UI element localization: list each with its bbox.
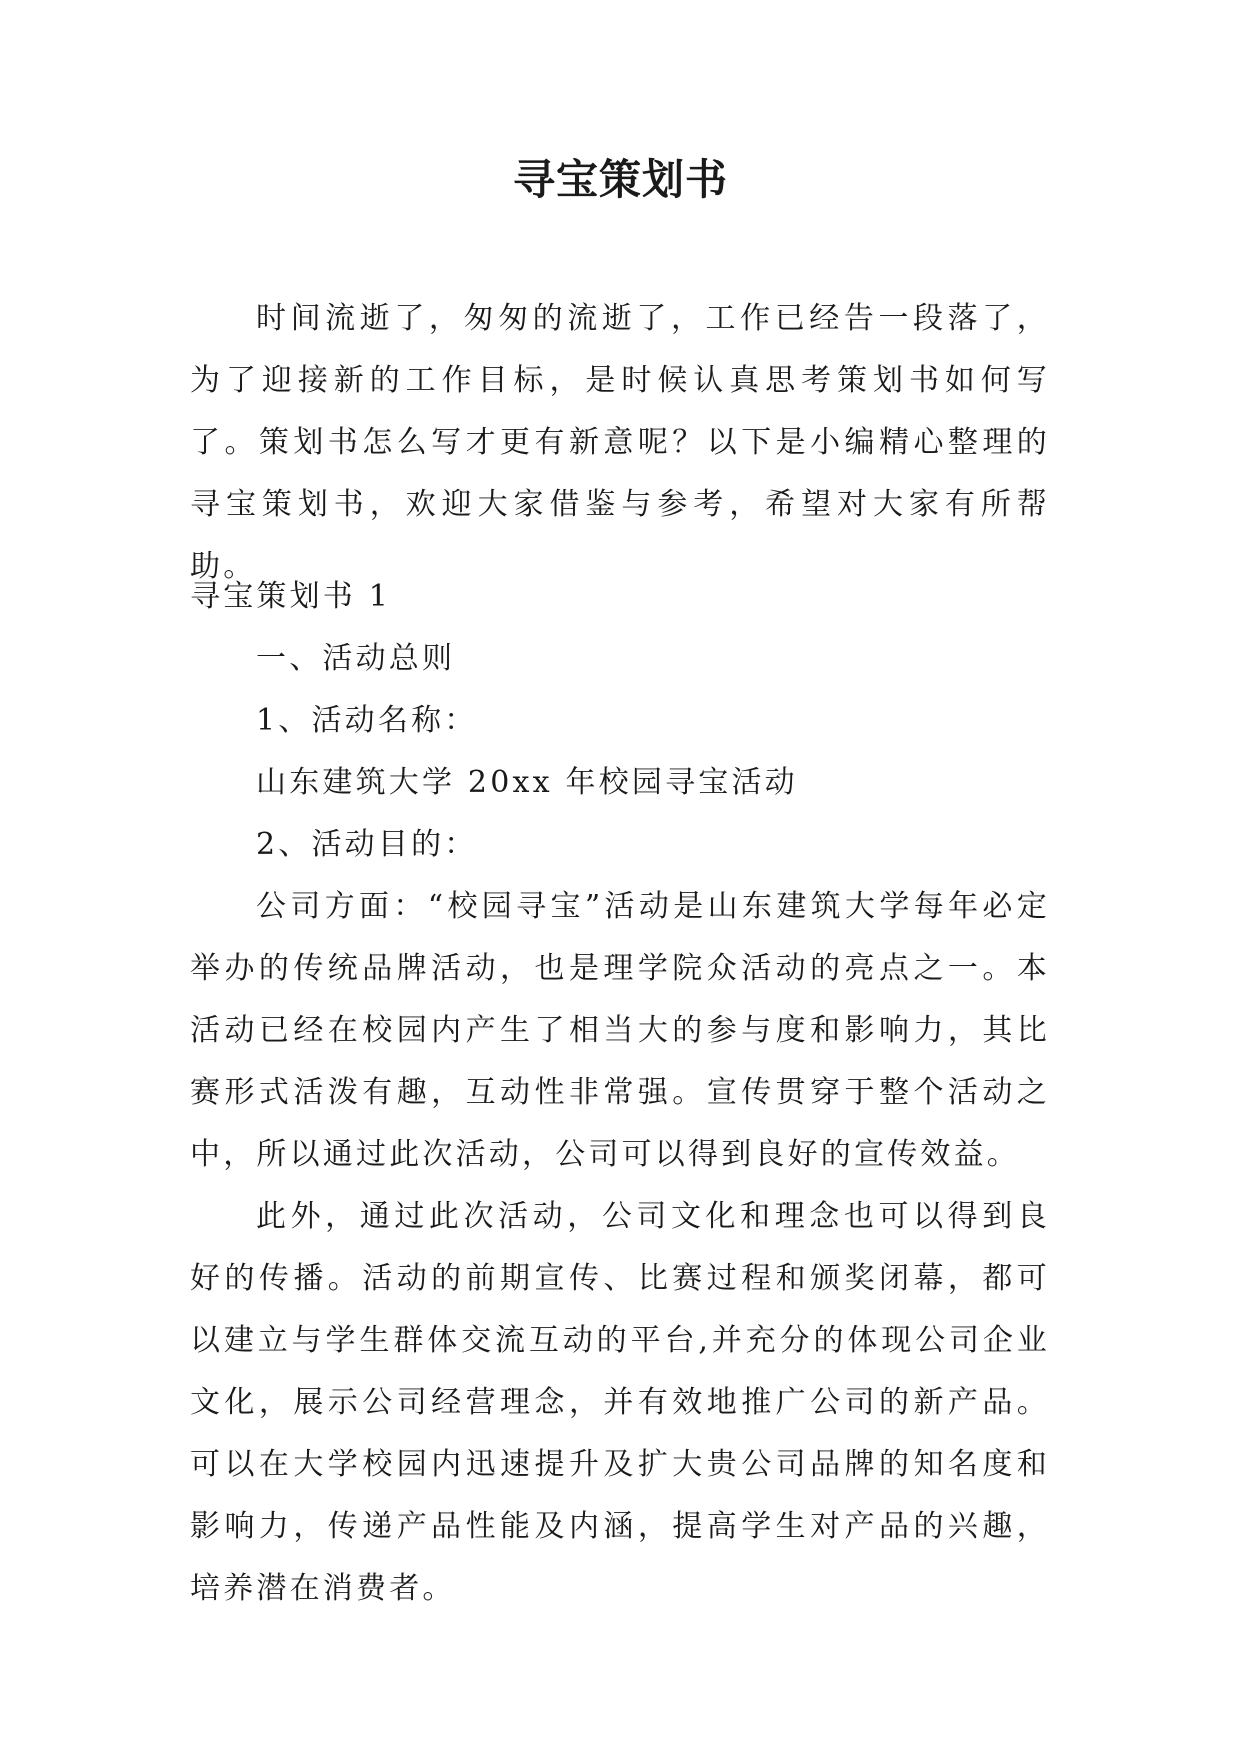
section-title: 寻宝策划书 1	[190, 579, 392, 614]
section-content	[190, 566, 1050, 1620]
paragraph-additional-benefits: 此外，通过此次活动，公司文化和理念也可以得到良好的传播。活动的前期宣传、比赛过程和颁奖闭幕，都可以建立与学生群体交流互动的平台,并充分的体现公司企业文化，展示公司经营理念，并有效地推广公司的新产品。可以在大学校园内迅速提升及扩大贵公司品牌的知名度和影响力，传递产品性能及内涵，提高学生对产品的兴趣，培养潜在消费者。	[190, 1199, 1050, 1606]
intro-paragraph: 时间流逝了，匆匆的流逝了，工作已经告一段落了，为了迎接新的工作目标，是时候认真思考策划书如何写了。策划书怎么写才更有新意呢？以下是小编精心整理的寻宝策划书，欢迎大家借鉴与参考，希望对大家有所帮助。	[190, 301, 1050, 584]
intro-block	[190, 288, 1050, 598]
activity-name-value: 山东建筑大学 20xx 年校园寻宝活动	[256, 765, 798, 800]
heading-general-rules: 一、活动总则	[256, 641, 456, 676]
paragraph-company-aspect: 公司方面：“校园寻宝”活动是山东建筑大学每年必定举办的传统品牌活动，也是理学院众活动的亮点之一。本活动已经在校园内产生了相当大的参与度和影响力，其比赛形式活泼有趣，互动性非常强。宣传贯穿于整个活动之中，所以通过此次活动，公司可以得到良好的宣传效益。	[190, 889, 1050, 1172]
heading-activity-purpose: 2、活动目的：	[256, 827, 478, 862]
heading-activity-name: 1、活动名称：	[256, 703, 478, 738]
document-title: 寻宝策划书	[512, 155, 728, 204]
